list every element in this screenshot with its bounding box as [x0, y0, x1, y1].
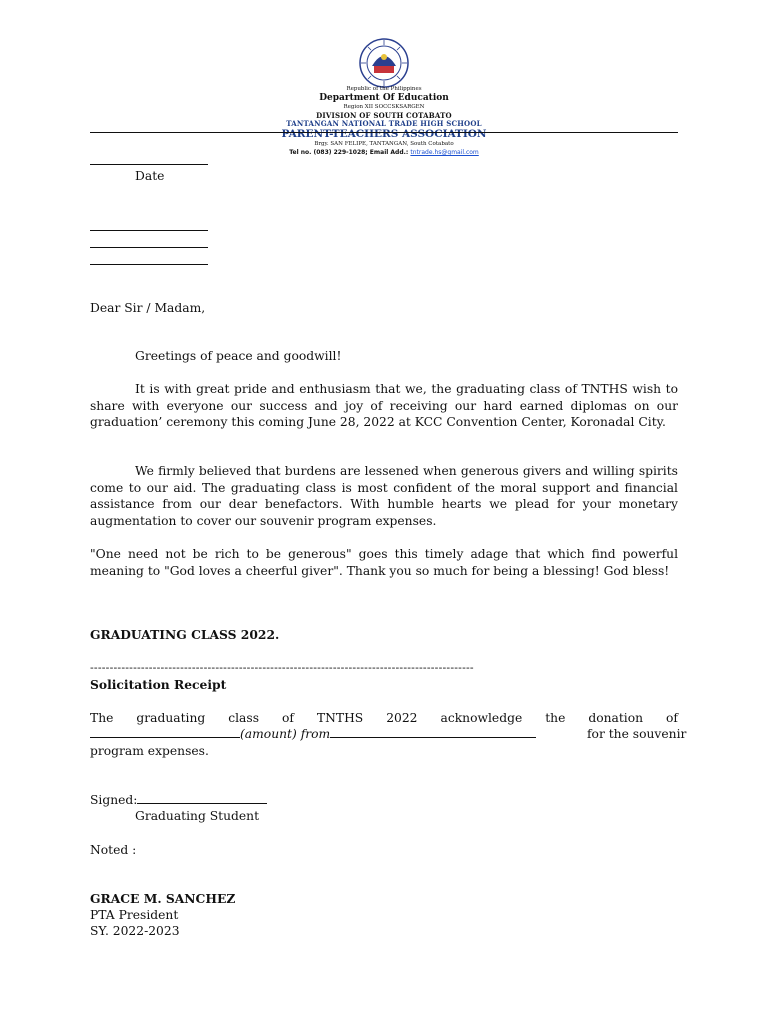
header-rule — [90, 132, 678, 133]
amount-blank[interactable] — [90, 727, 240, 738]
receipt-title: Solicitation Receipt — [90, 677, 227, 692]
email-link[interactable]: tntrade.hs@gmail.com — [410, 149, 479, 156]
letterhead-department: Department Of Education — [319, 93, 449, 103]
president-name: GRACE M. SANCHEZ — [90, 891, 236, 906]
signer-role: Graduating Student — [135, 809, 260, 823]
signed-label: Signed: — [90, 793, 138, 807]
date-blank[interactable] — [90, 164, 208, 165]
contact-text: Tel no. (083) 229-1028; Email Add.: — [289, 149, 411, 156]
letterhead-republic: Republic of the Philippines — [346, 86, 422, 92]
from-label: from — [300, 727, 331, 741]
receipt-line-3: program expenses. — [90, 744, 209, 758]
signature-blank[interactable] — [137, 793, 267, 804]
recipient-blank-3[interactable] — [90, 264, 208, 265]
salutation: Dear Sir / Madam, — [90, 301, 206, 315]
cut-line: -------------------------------------------------------------------------------------------------- — [90, 661, 474, 674]
president-title: PTA President — [90, 908, 179, 922]
amount-label: (amount) — [240, 727, 297, 741]
paragraph-2: We firmly believed that burdens are lessened when generous givers and willing spirits come to our aid. The graduating class is most confident of the moral support and financial assistance from our dear benefactors. With humble hearts we plead for your monetary augmentation to cover our souvenir program expenses. — [90, 464, 678, 528]
date-label: Date — [135, 169, 165, 183]
letterhead-school: TANTANGAN NATIONAL TRADE HIGH SCHOOL — [286, 119, 482, 128]
letterhead-region: Region XII SOCCSKSARGEN — [343, 104, 425, 110]
signed-row — [90, 792, 267, 809]
recipient-blank-2[interactable] — [90, 247, 208, 248]
deped-seal-icon — [359, 38, 409, 88]
greeting: Greetings of peace and goodwill! — [135, 349, 342, 363]
receipt-line-1: The graduating class of TNTHS 2022 acknowledge the donation of — [90, 711, 678, 725]
donor-blank[interactable] — [330, 727, 536, 738]
letterhead-address: Brgy. SAN FELIPE, TANTANGAN, South Cotabato — [314, 141, 454, 147]
letterhead-division: DIVISION OF SOUTH COTABATO — [316, 111, 452, 120]
closing-signature: GRADUATING CLASS 2022. — [90, 627, 280, 642]
letterhead-association: PARENT-TEACHERS ASSOCIATION — [281, 128, 487, 140]
receipt-line-2-end: for the souvenir — [587, 727, 687, 741]
letterhead-contact — [0, 149, 768, 156]
noted-label: Noted : — [90, 843, 137, 857]
school-year: SY. 2022-2023 — [90, 924, 180, 938]
paragraph-3: "One need not be rich to be generous" goes this timely adage that which find powerful meaning to "God loves a cheerful giver". Thank you so much for being a blessing! God bless! — [90, 547, 678, 578]
paragraph-1: It is with great pride and enthusiasm that we, the graduating class of TNTHS wish to share with everyone our success and joy of receiving our hard earned diplomas on our graduation’ ceremony this coming June 28, 2022 at KCC Convention Center, Koronadal City. — [90, 382, 678, 429]
recipient-blank-1[interactable] — [90, 230, 208, 231]
